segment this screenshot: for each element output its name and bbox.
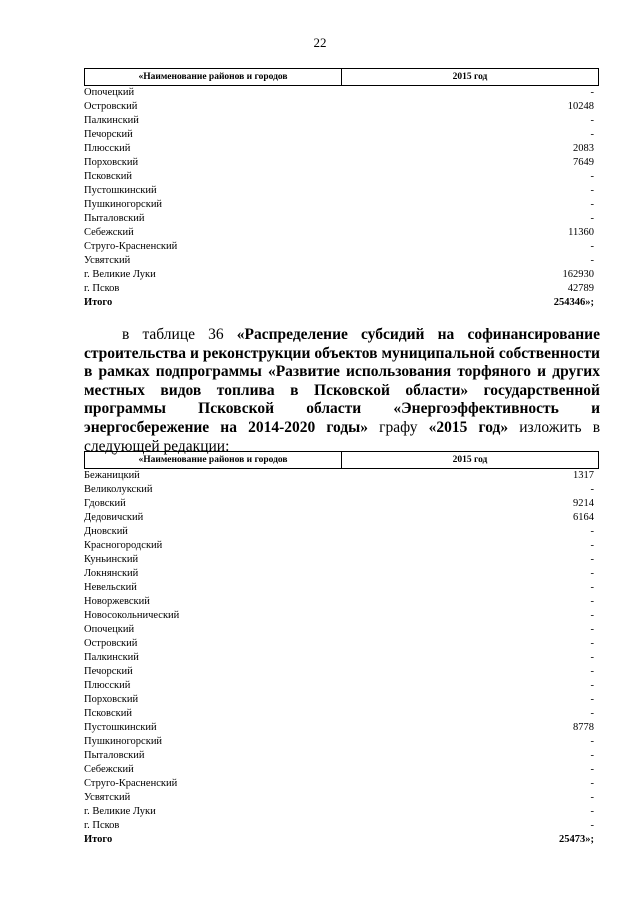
table-row (84, 693, 599, 707)
district-name: г. Великие Луки (84, 269, 156, 280)
district-name: Гдовский (84, 498, 126, 509)
amount-value: - (590, 596, 594, 607)
table-row (84, 539, 599, 553)
district-name: г. Псков (84, 283, 120, 294)
table-row (84, 212, 599, 226)
column-header-name: «Наименование районов и городов (85, 69, 342, 85)
table-row (84, 483, 599, 497)
table-row (84, 497, 599, 511)
column-header-year: 2015 год (452, 72, 488, 82)
table-row (84, 581, 599, 595)
page-number: 22 (313, 35, 327, 50)
district-name: Палкинский (84, 652, 139, 663)
total-row (84, 833, 599, 847)
amount-value: 6164 (573, 512, 594, 523)
amount-value: 42789 (567, 283, 594, 294)
amount-value: 1317 (573, 470, 594, 481)
amount-value: - (590, 736, 594, 747)
table-row (84, 707, 599, 721)
amount-value: - (590, 213, 594, 224)
district-name: Пустошкинский (84, 722, 157, 733)
amount-value: - (590, 652, 594, 663)
table-row (84, 268, 599, 282)
district-name: Пыталовский (84, 750, 145, 761)
district-name: Новоржевский (84, 596, 150, 607)
amount-value: - (590, 666, 594, 677)
amount-value: - (590, 820, 594, 831)
district-name: Красногородский (84, 540, 163, 551)
amount-value: - (590, 129, 594, 140)
total-value: 25473»; (559, 834, 594, 845)
table-row (84, 665, 599, 679)
column-header-name: «Наименование районов и городов (85, 452, 342, 468)
table-1 (84, 68, 599, 310)
district-name: Струго-Красненский (84, 778, 178, 789)
amount-value: - (590, 694, 594, 705)
body-paragraph (84, 326, 600, 456)
amount-value: - (590, 610, 594, 621)
district-name: Палкинский (84, 115, 139, 126)
table-row (84, 777, 599, 791)
table-row (84, 595, 599, 609)
district-name: Великолукский (84, 484, 153, 495)
paragraph-title-text: «Распределение субсидий на софинансирование строительства и реконструкции объектов муниципальной собственности в рамках подпрограммы «Развитие использования торфяного и других местных видов топлива в Псковской области» государственной программы Псковской области «Энергоэффективность и энергосбережение на 2014-2020 годы» (84, 326, 600, 436)
table-row (84, 819, 599, 833)
table-row (84, 226, 599, 240)
table-row (84, 156, 599, 170)
table-row (84, 735, 599, 749)
amount-value: - (590, 241, 594, 252)
district-name: Себежский (84, 227, 134, 238)
district-name: Бежаницкий (84, 470, 140, 481)
amount-value: 7649 (573, 157, 594, 168)
amount-value: 9214 (573, 498, 594, 509)
district-name: Порховский (84, 157, 139, 168)
table-row (84, 240, 599, 254)
table-row (84, 511, 599, 525)
table-row (84, 637, 599, 651)
paragraph-text: графу (368, 418, 429, 436)
paragraph-column-text: «2015 год» (428, 418, 509, 436)
district-name: Опочецкий (84, 624, 135, 635)
amount-value: 8778 (573, 722, 594, 733)
amount-value: - (590, 750, 594, 761)
amount-value: - (590, 87, 594, 98)
table-header (84, 451, 599, 469)
table-2 (84, 451, 599, 847)
table-row (84, 86, 599, 100)
table-row (84, 100, 599, 114)
district-name: Пушкиногорский (84, 736, 163, 747)
paragraph-text: изложить в следующей редакции: (84, 418, 601, 455)
amount-value: - (590, 806, 594, 817)
table-row (84, 749, 599, 763)
amount-value: - (590, 638, 594, 649)
table-header (84, 68, 599, 86)
amount-value: - (590, 484, 594, 495)
amount-value: - (590, 582, 594, 593)
table-row (84, 184, 599, 198)
district-name: Псковский (84, 708, 132, 719)
district-name: Пыталовский (84, 213, 145, 224)
amount-value: - (590, 680, 594, 691)
district-name: Куньинский (84, 554, 139, 565)
table-row (84, 679, 599, 693)
amount-value: - (590, 526, 594, 537)
district-name: Порховский (84, 694, 139, 705)
district-name: Пушкиногорский (84, 199, 163, 210)
district-name: г. Великие Луки (84, 806, 156, 817)
amount-value: - (590, 255, 594, 266)
table-row (84, 469, 599, 483)
table-row (84, 170, 599, 184)
total-row (84, 296, 599, 310)
table-row (84, 142, 599, 156)
table-row (84, 623, 599, 637)
amount-value: 162930 (562, 269, 594, 280)
table-row (84, 128, 599, 142)
district-name: Себежский (84, 764, 134, 775)
district-name: Плюсский (84, 680, 131, 691)
amount-value: - (590, 554, 594, 565)
table-row (84, 525, 599, 539)
amount-value: - (590, 199, 594, 210)
district-name: Новосокольнический (84, 610, 180, 621)
district-name: Струго-Красненский (84, 241, 178, 252)
amount-value: - (590, 792, 594, 803)
table-row (84, 198, 599, 212)
district-name: Островский (84, 101, 138, 112)
amount-value: 11360 (568, 227, 594, 238)
amount-value: - (590, 708, 594, 719)
amount-value: - (590, 171, 594, 182)
table-row (84, 763, 599, 777)
table-row (84, 805, 599, 819)
amount-value: - (590, 764, 594, 775)
district-name: Печорский (84, 666, 133, 677)
amount-value: - (590, 185, 594, 196)
district-name: г. Псков (84, 820, 120, 831)
total-label: Итого (84, 297, 113, 308)
district-name: Невельский (84, 582, 137, 593)
table-row (84, 553, 599, 567)
district-name: Локнянский (84, 568, 139, 579)
amount-value: 2083 (573, 143, 594, 154)
district-name: Плюсский (84, 143, 131, 154)
table-row (84, 282, 599, 296)
district-name: Дедовичский (84, 512, 144, 523)
district-name: Островский (84, 638, 138, 649)
amount-value: - (590, 115, 594, 126)
paragraph-text: в таблице 36 (122, 326, 237, 343)
table-row (84, 721, 599, 735)
table-row (84, 567, 599, 581)
column-header-year: 2015 год (452, 455, 488, 465)
district-name: Усвятский (84, 255, 131, 266)
district-name: Пустошкинский (84, 185, 157, 196)
amount-value: - (590, 778, 594, 789)
district-name: Печорский (84, 129, 133, 140)
district-name: Усвятский (84, 792, 131, 803)
table-row (84, 114, 599, 128)
total-label: Итого (84, 834, 113, 845)
district-name: Опочецкий (84, 87, 135, 98)
amount-value: - (590, 568, 594, 579)
table-body (84, 469, 599, 847)
amount-value: - (590, 540, 594, 551)
table-body (84, 86, 599, 310)
table-row (84, 651, 599, 665)
table-row (84, 609, 599, 623)
district-name: Дновский (84, 526, 128, 537)
table-row (84, 254, 599, 268)
amount-value: 10248 (567, 101, 594, 112)
table-row (84, 791, 599, 805)
amount-value: - (590, 624, 594, 635)
district-name: Псковский (84, 171, 132, 182)
total-value: 254346»; (553, 297, 594, 308)
